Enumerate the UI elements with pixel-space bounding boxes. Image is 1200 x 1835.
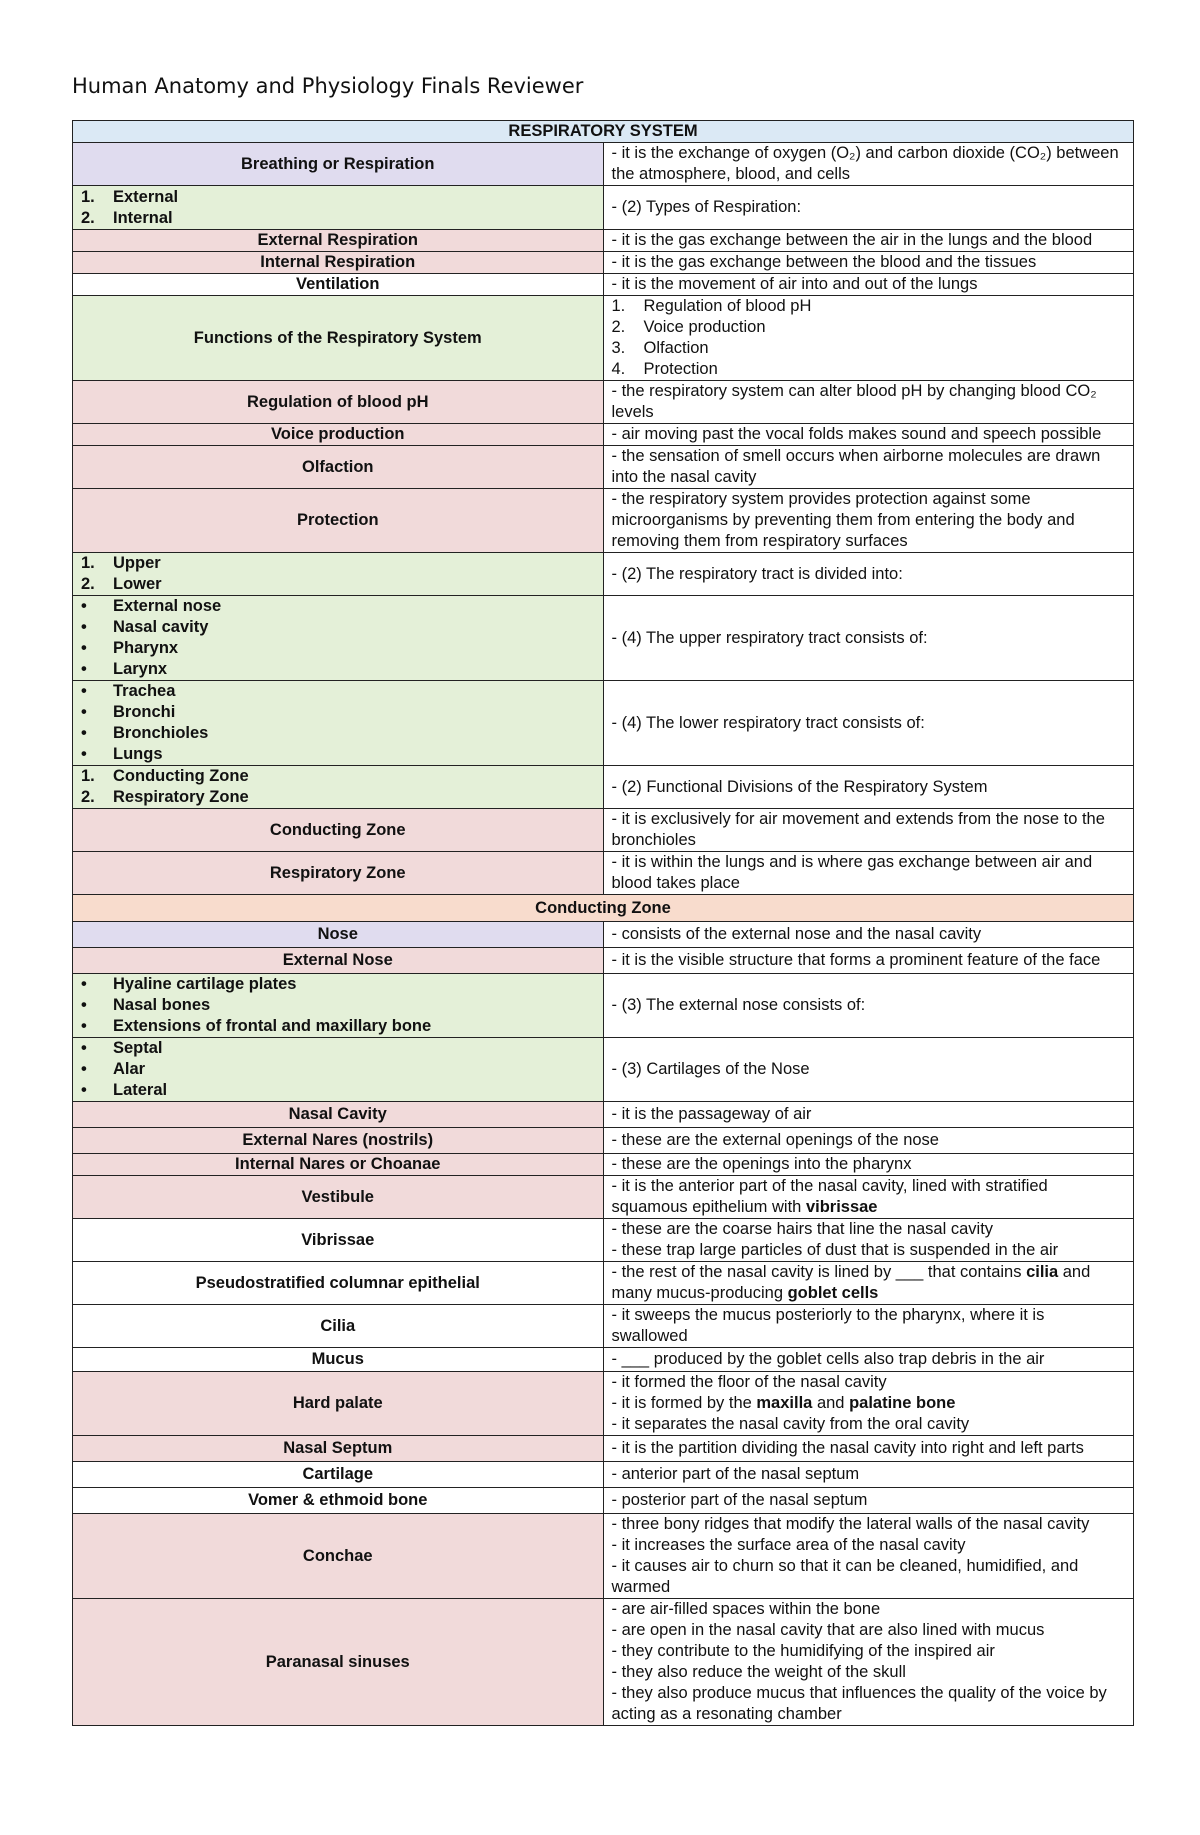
term-list-item <box>81 702 595 723</box>
term-cell: Conducting Zone <box>73 809 604 852</box>
list-marker: • <box>81 1081 87 1099</box>
term-cell: Conchae <box>73 1514 604 1599</box>
term-list-text: Larynx <box>113 660 168 678</box>
table-row <box>73 1262 1134 1305</box>
list-marker: • <box>81 703 87 721</box>
definition-line: - it causes air to churn so that it can be cleaned, humidified, and warmed <box>611 1557 1079 1596</box>
table-row <box>73 1599 1134 1726</box>
term-list-text: Hyaline cartilage plates <box>113 975 297 993</box>
term-list-text: Pharynx <box>113 639 179 657</box>
term-list-text: External <box>113 187 179 206</box>
list-marker: • <box>81 639 87 657</box>
table-row <box>73 596 1134 681</box>
term-cell <box>73 186 604 230</box>
table-row <box>73 1154 1134 1176</box>
table-row <box>73 296 1134 381</box>
table-row <box>73 381 1134 424</box>
definition-line: - it is the exchange of oxygen (O₂) and carbon dioxide (CO₂) between the atmosphere, blood, and cells <box>611 144 1119 183</box>
table-row <box>73 424 1134 446</box>
term-cell: External Nose <box>73 948 604 974</box>
table-row <box>73 1219 1134 1262</box>
definition-cell <box>603 766 1134 809</box>
table-row <box>73 252 1134 274</box>
definition-cell <box>603 274 1134 296</box>
definition-line: - they contribute to the humidifying of the inspired air <box>611 1642 995 1660</box>
definition-cell <box>603 424 1134 446</box>
term-list-text: Lower <box>113 575 162 593</box>
definition-cell <box>603 489 1134 553</box>
definition-cell <box>603 1462 1134 1488</box>
table-row <box>73 809 1134 852</box>
term-list-item <box>81 1038 595 1059</box>
list-marker: 1. <box>81 554 95 572</box>
definition-line: - (3) The external nose consists of: <box>611 996 866 1014</box>
list-marker: • <box>81 1039 87 1057</box>
table-row <box>73 1038 1134 1102</box>
definition-line: - it is within the lungs and is where gas exchange between air and blood takes place <box>611 853 1093 892</box>
definition-line: - (4) The lower respiratory tract consists of: <box>611 713 925 732</box>
table-row <box>73 274 1134 296</box>
definition-list-text: Olfaction <box>643 339 709 357</box>
term-cell: Olfaction <box>73 446 604 489</box>
definition-line: - are air-filled spaces within the bone <box>611 1600 881 1618</box>
term-list-text: Nasal bones <box>113 996 211 1014</box>
list-marker: • <box>81 724 87 742</box>
term-cell: Paranasal sinuses <box>73 1599 604 1726</box>
definition-cell <box>603 143 1134 186</box>
term-list-item <box>81 574 595 595</box>
table-row <box>73 1348 1134 1372</box>
term-cell <box>73 1038 604 1102</box>
definition-line: - it is the partition dividing the nasal cavity into right and left parts <box>611 1439 1084 1457</box>
term-cell: Nasal Cavity <box>73 1102 604 1128</box>
definition-line: - air moving past the vocal folds makes sound and speech possible <box>611 425 1102 443</box>
table-row <box>73 948 1134 974</box>
section-header: Conducting Zone <box>73 895 1134 922</box>
definition-line: - it sweeps the mucus posteriorly to the pharynx, where it is swallowed <box>611 1306 1045 1345</box>
section-header-row <box>73 895 1134 922</box>
term-cell: Vestibule <box>73 1176 604 1219</box>
definition-line: - the respiratory system provides protection against some microorganisms by preventing them from entering the body and removing them from respiratory surfaces <box>611 490 1075 550</box>
term-cell: Mucus <box>73 1348 604 1372</box>
term-cell: Cilia <box>73 1305 604 1348</box>
term-list-item <box>81 553 595 574</box>
definition-cell <box>603 974 1134 1038</box>
term-list-text: Nasal cavity <box>113 618 209 636</box>
definition-cell <box>603 186 1134 230</box>
definition-line: - it increases the surface area of the nasal cavity <box>611 1536 966 1554</box>
definition-line: - (4) The upper respiratory tract consists of: <box>611 628 928 647</box>
term-list-text: Trachea <box>113 682 176 700</box>
table-row <box>73 1176 1134 1219</box>
list-marker: • <box>81 1060 87 1078</box>
definition-cell <box>603 230 1134 252</box>
definition-cell <box>603 1038 1134 1102</box>
term-list-item <box>81 1080 595 1101</box>
term-list-item <box>81 1016 595 1037</box>
list-marker: • <box>81 660 87 678</box>
term-list-text: Lateral <box>113 1081 168 1099</box>
term-list-item <box>81 766 595 787</box>
table-row <box>73 1488 1134 1514</box>
definition-line: - the sensation of smell occurs when airborne molecules are drawn into the nasal cavity <box>611 447 1101 486</box>
term-cell: Pseudostratified columnar epithelial <box>73 1262 604 1305</box>
list-marker: 4. <box>611 360 626 378</box>
term-list-text: External nose <box>113 597 222 615</box>
term-cell: Internal Nares or Choanae <box>73 1154 604 1176</box>
term-list-item <box>81 995 595 1016</box>
definition-cell <box>603 852 1134 895</box>
term-cell: Protection <box>73 489 604 553</box>
definition-line: - these are the external openings of the nose <box>611 1131 939 1149</box>
table-row <box>73 446 1134 489</box>
definition-cell <box>603 1305 1134 1348</box>
definition-list-item <box>612 338 1126 359</box>
table-row <box>73 852 1134 895</box>
table-row <box>73 1305 1134 1348</box>
definition-cell <box>603 252 1134 274</box>
table-row <box>73 553 1134 596</box>
term-cell: Regulation of blood pH <box>73 381 604 424</box>
term-cell: Breathing or Respiration <box>73 143 604 186</box>
term-cell: External Respiration <box>73 230 604 252</box>
table-row <box>73 1102 1134 1128</box>
definition-cell <box>603 1436 1134 1462</box>
term-list-text: Bronchi <box>113 703 176 721</box>
definition-line: - (2) The respiratory tract is divided into: <box>611 564 903 583</box>
definition-cell <box>603 296 1134 381</box>
definition-cell <box>603 553 1134 596</box>
definition-line: - it is the gas exchange between the blood and the tissues <box>611 253 1037 271</box>
term-list-text: Septal <box>113 1039 163 1057</box>
definition-line: - anterior part of the nasal septum <box>611 1465 860 1483</box>
definition-line: - posterior part of the nasal septum <box>611 1491 868 1509</box>
table-row <box>73 230 1134 252</box>
definition-line: - these trap large particles of dust that is suspended in the air <box>611 1241 1059 1259</box>
section-header: RESPIRATORY SYSTEM <box>73 121 1134 143</box>
term-list-item <box>81 638 595 659</box>
term-cell <box>73 681 604 766</box>
term-list-text: Upper <box>113 554 161 572</box>
definition-cell <box>603 681 1134 766</box>
list-marker: • <box>81 682 87 700</box>
term-cell: Functions of the Respiratory System <box>73 296 604 381</box>
definition-cell <box>603 596 1134 681</box>
term-cell: External Nares (nostrils) <box>73 1128 604 1154</box>
definition-list-item <box>612 296 1126 317</box>
definition-line: - ___ produced by the goblet cells also trap debris in the air <box>611 1350 1045 1368</box>
definition-cell <box>603 1128 1134 1154</box>
definition-cell: - it formed the floor of the nasal cavity - it is formed by the maxilla and palatine bone - it separates the nasal cavity from the oral cavity <box>603 1372 1134 1436</box>
table-row <box>73 489 1134 553</box>
table-row <box>73 143 1134 186</box>
definition-cell <box>603 1599 1134 1726</box>
definition-cell <box>603 1514 1134 1599</box>
definition-line: - it is the passageway of air <box>611 1105 812 1123</box>
table-row <box>73 186 1134 230</box>
definition-cell: - it is the anterior part of the nasal cavity, lined with stratified squamous epithelium with vibrissae <box>603 1176 1134 1219</box>
term-list-item <box>81 596 595 617</box>
document-title: Human Anatomy and Physiology Finals Reviewer <box>72 74 584 98</box>
list-marker: • <box>81 618 87 636</box>
list-marker: 1. <box>81 767 95 785</box>
definition-line: - they also reduce the weight of the skull <box>611 1663 906 1681</box>
definition-cell <box>603 1102 1134 1128</box>
term-list-item <box>81 681 595 702</box>
table-row <box>73 974 1134 1038</box>
definition-line: - it is the visible structure that forms a prominent feature of the face <box>611 951 1101 969</box>
term-list-item <box>81 659 595 680</box>
definition-line: - it is exclusively for air movement and extends from the nose to the bronchioles <box>611 810 1105 849</box>
definition-line: - these are the openings into the pharynx <box>611 1155 912 1173</box>
definition-cell <box>603 1154 1134 1176</box>
definition-cell <box>603 809 1134 852</box>
term-list-item <box>81 1059 595 1080</box>
table-row <box>73 1462 1134 1488</box>
list-marker: • <box>81 975 87 993</box>
definition-line: - three bony ridges that modify the lateral walls of the nasal cavity <box>611 1515 1090 1533</box>
term-cell <box>73 766 604 809</box>
table-row <box>73 681 1134 766</box>
definition-list-text: Protection <box>643 360 718 378</box>
term-list-text: Internal <box>113 208 173 227</box>
term-cell: Ventilation <box>73 274 604 296</box>
term-list-item <box>81 744 595 765</box>
section-header-row <box>73 121 1134 143</box>
table-row <box>73 766 1134 809</box>
definition-list-item <box>612 317 1126 338</box>
definition-cell <box>603 381 1134 424</box>
definition-list-text: Regulation of blood pH <box>643 297 812 315</box>
table-row <box>73 922 1134 948</box>
definition-line: - it is the movement of air into and out of the lungs <box>611 275 978 293</box>
definition-line: - (3) Cartilages of the Nose <box>611 1060 810 1078</box>
definition-line: - the respiratory system can alter blood pH by changing blood CO₂ levels <box>611 382 1097 421</box>
term-list-text: Conducting Zone <box>113 767 249 785</box>
term-list-text: Alar <box>113 1060 146 1078</box>
list-marker: 2. <box>81 575 95 593</box>
term-cell: Nose <box>73 922 604 948</box>
term-list-item <box>81 723 595 744</box>
term-cell <box>73 974 604 1038</box>
definition-line: - (2) Functional Divisions of the Respiratory System <box>611 777 988 796</box>
list-marker: • <box>81 996 87 1014</box>
definition-cell <box>603 1488 1134 1514</box>
definition-line: - are open in the nasal cavity that are also lined with mucus <box>611 1621 1045 1639</box>
term-list-item <box>81 617 595 638</box>
list-marker: 3. <box>611 339 626 357</box>
term-cell <box>73 553 604 596</box>
table-row <box>73 1514 1134 1599</box>
term-cell: Vomer & ethmoid bone <box>73 1488 604 1514</box>
definition-list-item <box>612 359 1126 380</box>
reviewer-table <box>72 120 1134 1726</box>
table-row <box>73 1128 1134 1154</box>
term-cell: Respiratory Zone <box>73 852 604 895</box>
term-cell: Cartilage <box>73 1462 604 1488</box>
term-list-item <box>81 208 595 229</box>
definition-cell <box>603 446 1134 489</box>
list-marker: • <box>81 597 87 615</box>
list-marker: 2. <box>81 788 95 806</box>
term-list-item <box>81 187 595 208</box>
term-list-text: Bronchioles <box>113 724 209 742</box>
definition-cell <box>603 922 1134 948</box>
term-cell <box>73 596 604 681</box>
table-row <box>73 1372 1134 1436</box>
term-list-text: Respiratory Zone <box>113 788 249 806</box>
definition-line: - these are the coarse hairs that line the nasal cavity <box>611 1220 994 1238</box>
definition-cell <box>603 1219 1134 1262</box>
term-cell: Nasal Septum <box>73 1436 604 1462</box>
list-marker: 2. <box>611 318 626 336</box>
definition-line: - (2) Types of Respiration: <box>611 198 802 216</box>
term-list-item <box>81 974 595 995</box>
definition-line: - it is the gas exchange between the air in the lungs and the blood <box>611 231 1093 249</box>
definition-line: - consists of the external nose and the nasal cavity <box>611 925 982 943</box>
term-list-item <box>81 787 595 808</box>
term-list-text: Extensions of frontal and maxillary bone <box>113 1017 432 1035</box>
term-cell: Hard palate <box>73 1372 604 1436</box>
table-row <box>73 1436 1134 1462</box>
term-cell: Voice production <box>73 424 604 446</box>
list-marker: • <box>81 745 87 763</box>
term-list-text: Lungs <box>113 745 163 763</box>
list-marker: 1. <box>81 187 95 206</box>
definition-list-text: Voice production <box>643 318 766 336</box>
list-marker: • <box>81 1017 87 1035</box>
definition-cell: - the rest of the nasal cavity is lined by ___ that contains cilia and many mucus-producing goblet cells <box>603 1262 1134 1305</box>
list-marker: 1. <box>611 297 626 315</box>
definition-cell <box>603 948 1134 974</box>
definition-line: - they also produce mucus that influences the quality of the voice by acting as a resonating chamber <box>611 1684 1107 1723</box>
list-marker: 2. <box>81 208 95 227</box>
definition-cell <box>603 1348 1134 1372</box>
term-cell: Internal Respiration <box>73 252 604 274</box>
term-cell: Vibrissae <box>73 1219 604 1262</box>
